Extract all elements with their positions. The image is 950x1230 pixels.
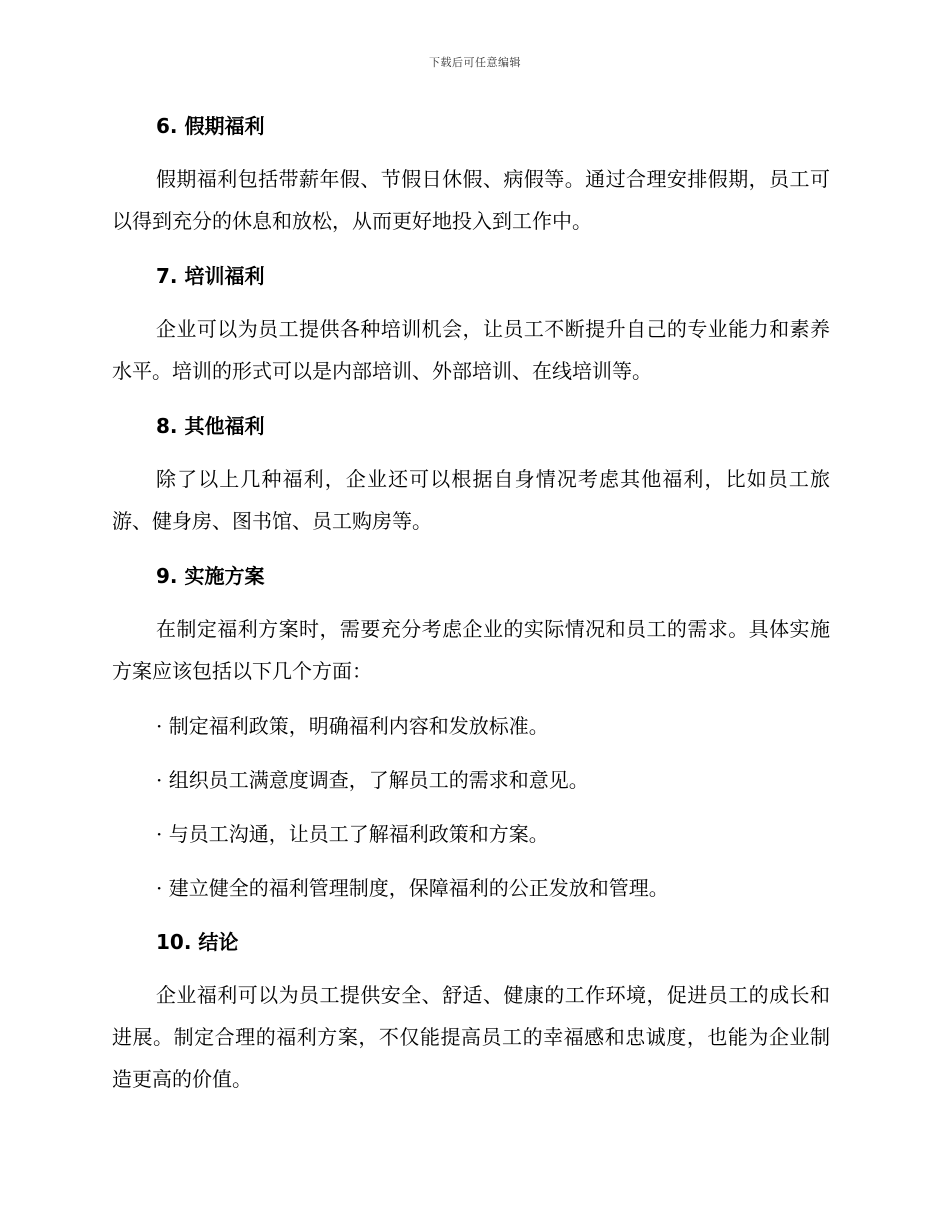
section-paragraph-other: 除了以上几种福利，企业还可以根据自身情况考虑其他福利，比如员工旅游、健身房、图书馆、员工购房等。 — [112, 467, 830, 533]
section-heading-training: 7. 培训福利 — [156, 264, 265, 288]
section-paragraph-holiday: 假期福利包括带薪年假、节假日休假、病假等。通过合理安排假期，员工可以得到充分的休息和放松，从而更好地投入到工作中。 — [112, 167, 830, 233]
bullet-item: · 组织员工满意度调查，了解员工的需求和意见。 — [156, 768, 589, 792]
bullet-item: · 建立健全的福利管理制度，保障福利的公正发放和管理。 — [156, 876, 669, 900]
section-paragraph-training: 企业可以为员工提供各种培训机会，让员工不断提升自己的专业能力和素养水平。培训的形式可以是内部培训、外部培训、在线培训等。 — [112, 317, 830, 383]
section-paragraph-conclusion: 企业福利可以为员工提供安全、舒适、健康的工作环境，促进员工的成长和进展。制定合理的福利方案，不仅能提高员工的幸福感和忠诚度，也能为企业制造更高的价值。 — [112, 983, 830, 1091]
section-heading-holiday: 6. 假期福利 — [156, 114, 265, 138]
section-heading-other: 8. 其他福利 — [156, 414, 265, 438]
bullet-item: · 与员工沟通，让员工了解福利政策和方案。 — [156, 822, 549, 846]
page-header: 下载后可任意编辑 — [429, 56, 521, 69]
document-body — [112, 110, 830, 1110]
section-heading-implementation: 9. 实施方案 — [156, 564, 265, 588]
bullet-item: · 制定福利政策，明确福利内容和发放标准。 — [156, 714, 549, 738]
section-paragraph-implementation: 在制定福利方案时，需要充分考虑企业的实际情况和员工的需求。具体实施方案应该包括以下几个方面： — [112, 617, 830, 683]
section-heading-conclusion: 10. 结论 — [156, 930, 239, 954]
